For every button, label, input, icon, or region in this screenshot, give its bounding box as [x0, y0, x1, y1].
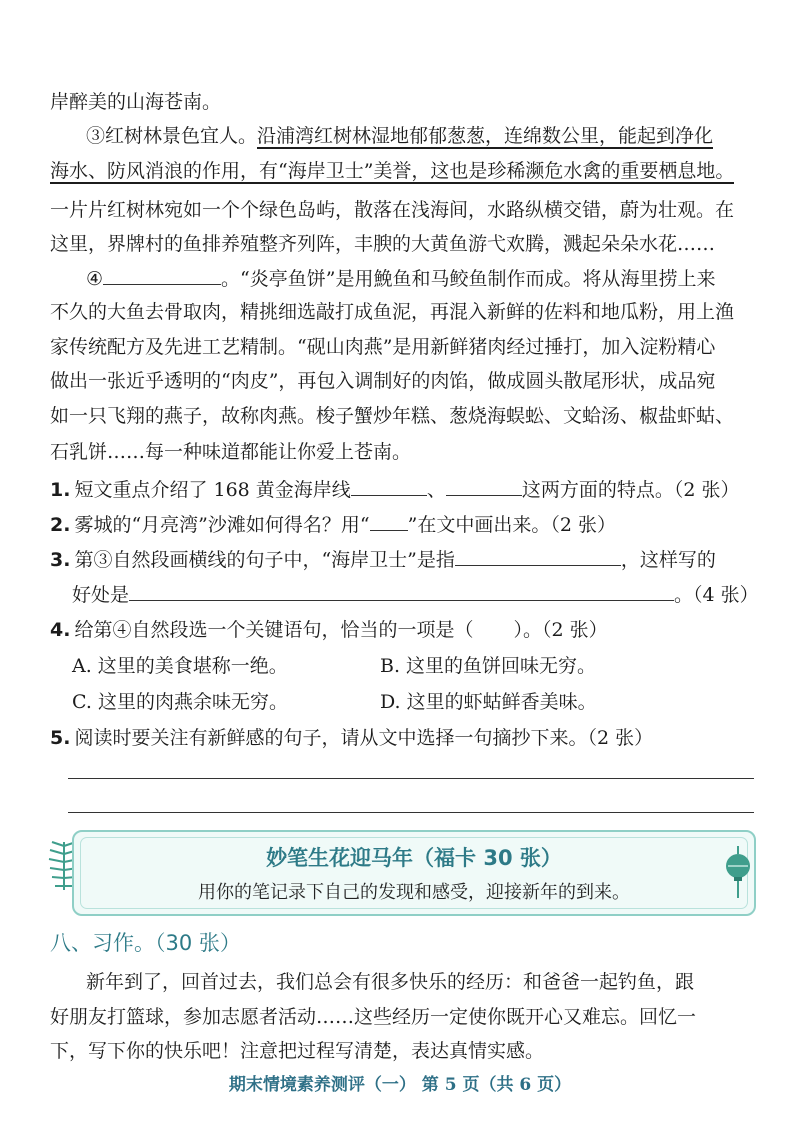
paragraph-3-line-3 [50, 194, 760, 226]
lantern-icon [722, 846, 754, 906]
answer-blank[interactable] [455, 543, 621, 566]
essay-prompt-line [50, 1035, 760, 1067]
prompt-text: 好朋友打篮球，参加志愿者活动……这些经历一定使你既开心又难忘。回忆一 [50, 1006, 697, 1028]
answer-blank[interactable] [351, 473, 427, 496]
essay-prompt-line [86, 966, 760, 998]
question-text: 这两方面的特点。（2 张） [521, 479, 740, 501]
question-text: 好处是 [72, 584, 130, 606]
question-4 [50, 614, 760, 646]
paragraph-number: ③ [86, 125, 106, 147]
option-b[interactable]: B. 这里的鱼饼回味无穷。 [380, 655, 597, 677]
question-number: 2. [50, 514, 71, 536]
answer-blank[interactable] [446, 473, 522, 496]
question-text: 。（4 张） [674, 584, 759, 606]
paragraph-4-line-2 [50, 296, 760, 328]
banner-title: 妙笔生花迎马年（福卡 30 张） [266, 846, 562, 870]
paragraph-4-line-6 [50, 436, 760, 468]
question-3-line-2 [72, 578, 760, 611]
question-number: 4. [50, 619, 71, 641]
passage-line [50, 86, 760, 118]
essay-prompt-line [50, 1001, 760, 1033]
underlined-sentence: 海水、防风消浪的作用，有“海岸卫士”美誉，这也是珍稀濒危水禽的重要栖息地。 [50, 160, 735, 182]
passage-text: 一片片红树林宛如一个个绿色岛屿，散落在浅海间，水路纵横交错，蔚为壮观。在 [50, 199, 735, 221]
option-a[interactable]: A. 这里的美食堪称一绝。 [72, 655, 288, 677]
prompt-text: 下，写下你的快乐吧！注意把过程写清楚，表达真情实感。 [50, 1040, 545, 1062]
paragraph-4-line-4 [50, 365, 760, 397]
question-3 [50, 543, 760, 576]
passage-text: 不久的大鱼去骨取肉，精挑细选敲打成鱼泥，再混入新鲜的佐料和地瓜粉，用上渔 [50, 301, 735, 323]
banner-subtitle: 用你的笔记录下自己的发现和感受，迎接新年的到来。 [198, 882, 630, 903]
paragraph-4-line-5 [50, 400, 760, 432]
key-sentence-blank[interactable] [103, 262, 221, 285]
passage-text: 这里，界牌村的鱼排养殖整齐列阵，丰腴的大黄鱼游弋欢腾，溅起朵朵水花…… [50, 233, 716, 255]
question-number: 1. [50, 479, 71, 501]
page-footer: 期末情境素养测评（一） 第 5 页（共 6 页） [228, 1075, 572, 1095]
underlined-sentence: 沿浦湾红树林湿地郁郁葱葱，连绵数公里，能起到净化 [257, 125, 714, 147]
underline-mark-sample [370, 508, 408, 531]
passage-text: 家传统配方及先进工艺精制。“砚山肉燕”是用新鲜猪肉经过捶打，加入淀粉精心 [50, 336, 716, 358]
question-text: 短文重点介绍了 168 黄金海岸线 [74, 479, 351, 501]
question-text: 阅读时要关注有新鲜感的句子，请从文中选择一句摘抄下来。（2 张） [74, 727, 654, 749]
passage-text: 做出一张近乎透明的“肉皮”，再包入调制好的肉馅，做成圆头散尾形状，成品宛 [50, 370, 716, 392]
prompt-text: 新年到了，回首过去，我们总会有很多快乐的经历：和爸爸一起钓鱼，跟 [86, 971, 695, 993]
question-text: 雾城的“月亮湾”沙滩如何得名？用“ [74, 514, 370, 536]
question-2 [50, 508, 760, 541]
writing-prompt-banner [72, 830, 756, 916]
passage-text: 。“炎亭鱼饼”是用鮸鱼和马鲛鱼制作而成。将从海里捞上来 [221, 268, 716, 290]
question-number: 5. [50, 727, 71, 749]
question-number: 3. [50, 549, 71, 571]
question-text: 、 [426, 479, 446, 501]
question-text: ）。（2 张） [513, 619, 608, 641]
question-text: ”在文中画出来。（2 张） [407, 514, 616, 536]
answer-line[interactable] [68, 778, 754, 779]
paragraph-4-line-3 [50, 331, 760, 363]
question-1 [50, 473, 760, 506]
paragraph-3-line-4 [50, 228, 760, 260]
question-5 [50, 722, 760, 754]
passage-text: 如一只飞翔的燕子，故称肉燕。梭子蟹炒年糕、葱烧海蜈蚣、文蛤汤、椒盐虾蛄、 [50, 405, 735, 427]
answer-line[interactable] [68, 812, 754, 813]
passage-text: 岸醉美的山海苍南。 [50, 91, 222, 113]
section-heading: 八、习作。（30 张） [50, 931, 241, 955]
paragraph-3-line-2 [50, 155, 760, 187]
option-c[interactable]: C. 这里的肉燕余味无穷。 [72, 691, 288, 713]
passage-text: 石乳饼……每一种味道都能让你爱上苍南。 [50, 441, 412, 463]
paragraph-4-line-1 [86, 262, 760, 295]
passage-text: 红树林景色宜人。 [105, 125, 258, 147]
answer-blank[interactable] [129, 578, 674, 601]
question-text: 第③自然段画横线的句子中，“海岸卫士”是指 [74, 549, 455, 571]
paragraph-number: ④ [86, 268, 104, 290]
option-d[interactable]: D. 这里的虾蛄鲜香美味。 [380, 691, 597, 713]
question-text: ，这样写的 [620, 549, 716, 571]
paragraph-3-line-1 [86, 120, 760, 152]
question-text: 给第④自然段选一个关键语句，恰当的一项是（ [74, 619, 474, 641]
